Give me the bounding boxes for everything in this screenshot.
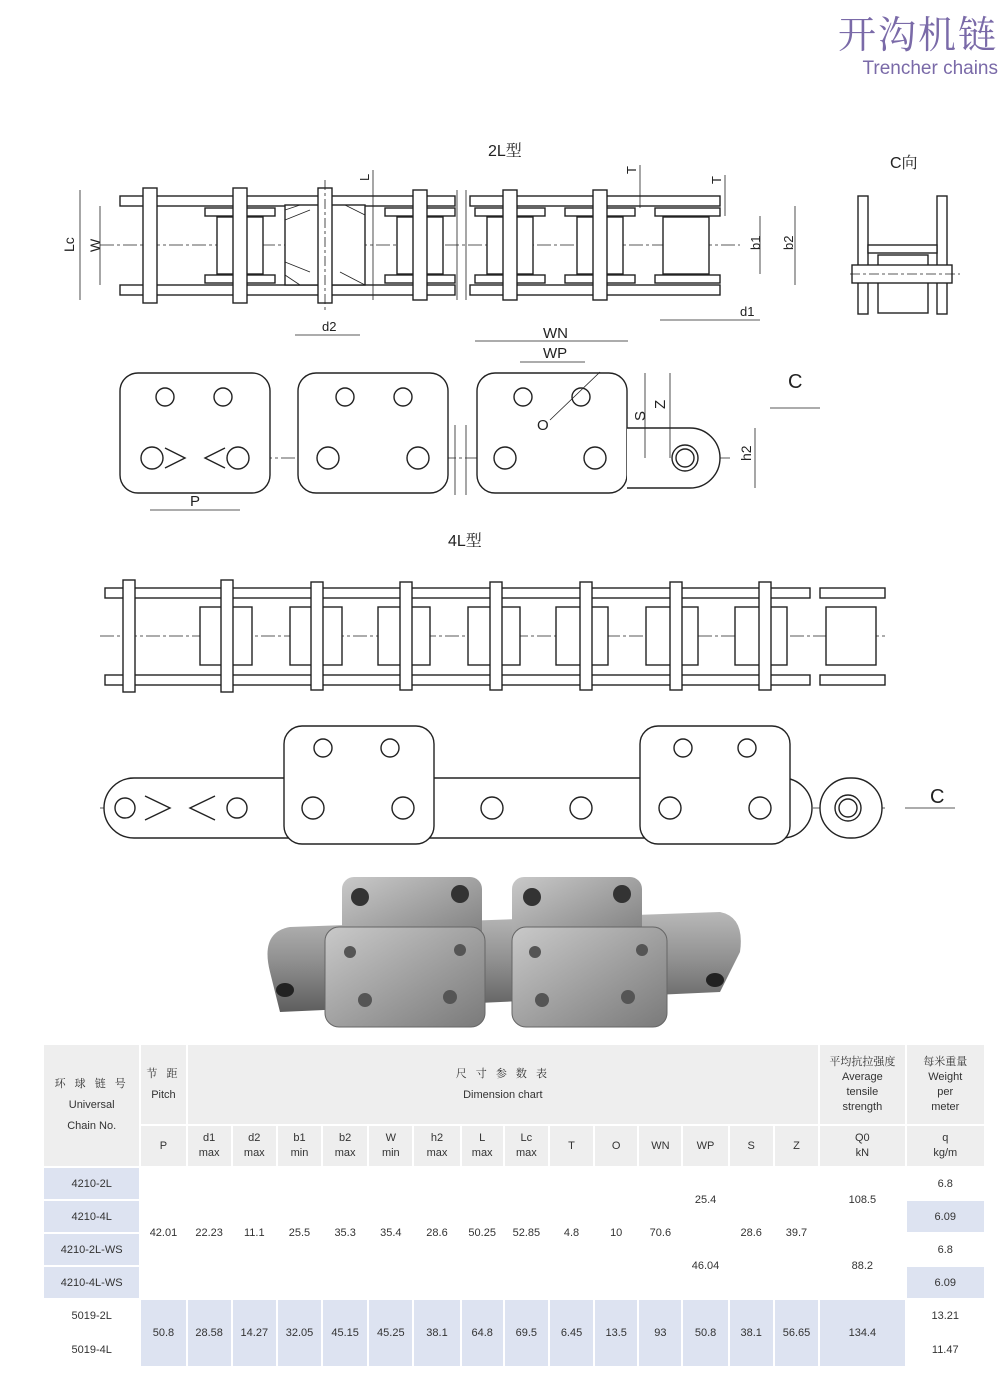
chain-2l-side-view [120, 341, 820, 510]
model-cell: 4210-2L [44, 1167, 140, 1200]
c-direction-label-2l: C [788, 371, 803, 393]
sym-cell: T [549, 1125, 594, 1167]
value-cell: 93 [638, 1299, 682, 1367]
dim-h2: h2 [738, 445, 754, 461]
value-cell: 13.21 [906, 1299, 985, 1333]
c-direction-label-4l: C [930, 786, 945, 808]
dim-b2: b2 [781, 235, 796, 250]
dim-o: O [537, 417, 549, 434]
value-cell: 22.23 [187, 1167, 232, 1299]
value-cell: 52.85 [504, 1167, 549, 1299]
page-title-en: Trencher chains [862, 58, 998, 79]
value-cell: 10 [594, 1167, 638, 1299]
sym-cell: Lc max [504, 1125, 549, 1167]
type-4l-label: 4L型 [448, 533, 482, 550]
sym-cell: S [729, 1125, 774, 1167]
value-cell: 14.27 [232, 1299, 277, 1367]
sym-cell: d1 max [187, 1125, 232, 1167]
sym-cell: h2 max [413, 1125, 460, 1167]
sym-cell: b1 min [277, 1125, 322, 1167]
dim-w: W [87, 238, 103, 252]
dim-b1: b1 [748, 235, 763, 250]
value-cell: 4.8 [549, 1167, 594, 1299]
dim-wp: WP [543, 345, 568, 362]
view-c-label: C向 [890, 155, 918, 172]
dim-d1: d1 [740, 304, 755, 319]
dim-lc: Lc [61, 237, 77, 252]
value-cell: 50.25 [461, 1167, 504, 1299]
sym-cell: WN [638, 1125, 682, 1167]
sym-cell: WP [682, 1125, 728, 1167]
sym-cell: O [594, 1125, 638, 1167]
dim-wn: WN [543, 325, 568, 342]
model-cell: 5019-4L [44, 1333, 140, 1367]
value-cell: 45.15 [322, 1299, 368, 1367]
value-cell: 39.7 [774, 1167, 819, 1299]
value-cell: 56.65 [774, 1299, 819, 1367]
type-2l-label: 2L型 [488, 143, 522, 160]
sym-cell: W min [368, 1125, 413, 1167]
chain-product-image [250, 872, 750, 1032]
value-cell: 11.47 [906, 1333, 985, 1367]
table-row [44, 1299, 985, 1333]
header-chain-no: 环 球 链 号 Universal Chain No. [44, 1045, 140, 1167]
chain-4l-side-view [100, 726, 955, 844]
sym-cell: d2 max [232, 1125, 277, 1167]
header-weight: 每米重量 Weight per meter [906, 1045, 985, 1125]
sym-cell: b2 max [322, 1125, 368, 1167]
dim-d2: d2 [322, 319, 337, 334]
value-cell: 32.05 [277, 1299, 322, 1367]
value-cell: 28.6 [729, 1167, 774, 1299]
symbol-row [44, 1125, 985, 1167]
dimension-table [44, 1045, 986, 1368]
value-cell: 13.5 [594, 1299, 638, 1367]
value-cell: 28.58 [187, 1299, 232, 1367]
dim-t1: T [624, 166, 639, 174]
model-cell: 4210-2L-WS [44, 1233, 140, 1266]
value-cell: 45.25 [368, 1299, 413, 1367]
value-cell: 88.2 [819, 1233, 905, 1299]
dim-p: P [190, 493, 201, 510]
value-cell: 70.6 [638, 1167, 682, 1299]
value-cell: 38.1 [413, 1299, 460, 1367]
chain-2l-top-view [80, 165, 795, 335]
value-cell: 46.04 [682, 1233, 728, 1299]
value-cell: 64.8 [461, 1299, 504, 1367]
header-tensile: 平均抗拉强度 Average tensile strength [819, 1045, 905, 1125]
dim-t2: T [709, 176, 724, 184]
value-cell: 108.5 [819, 1167, 905, 1233]
c-view-drawing [850, 196, 960, 314]
value-cell: 6.8 [906, 1167, 985, 1200]
value-cell: 35.4 [368, 1167, 413, 1299]
table-row [44, 1167, 985, 1200]
sym-cell: L max [461, 1125, 504, 1167]
sym-cell: q kg/m [906, 1125, 985, 1167]
value-cell: 25.4 [682, 1167, 728, 1233]
value-cell: 35.3 [322, 1167, 368, 1299]
model-cell: 5019-2L [44, 1299, 140, 1333]
value-cell: 6.45 [549, 1299, 594, 1367]
value-cell: 25.5 [277, 1167, 322, 1299]
dim-l: L [357, 173, 372, 181]
value-cell: 6.09 [906, 1266, 985, 1299]
value-cell: 69.5 [504, 1299, 549, 1367]
sym-cell: Z [774, 1125, 819, 1167]
sym-cell: P [140, 1125, 186, 1167]
value-cell: 134.4 [819, 1299, 905, 1367]
value-cell: 50.8 [140, 1299, 186, 1367]
header-pitch: 节 距 Pitch [140, 1045, 186, 1125]
model-cell: 4210-4L [44, 1200, 140, 1233]
value-cell: 6.09 [906, 1200, 985, 1233]
page-title-cn: 开沟机链 [837, 13, 998, 57]
header-dimension-chart: 尺 寸 参 数 表 Dimension chart [187, 1045, 820, 1125]
dim-s: S [632, 410, 649, 421]
value-cell: 42.01 [140, 1167, 186, 1299]
value-cell: 38.1 [729, 1299, 774, 1367]
value-cell: 50.8 [682, 1299, 728, 1367]
value-cell: 6.8 [906, 1233, 985, 1266]
value-cell: 11.1 [232, 1167, 277, 1299]
chain-4l-top-view [100, 580, 885, 692]
model-cell: 4210-4L-WS [44, 1266, 140, 1299]
sym-cell: Q0 kN [819, 1125, 905, 1167]
value-cell: 28.6 [413, 1167, 460, 1299]
dim-z: Z [652, 399, 669, 409]
